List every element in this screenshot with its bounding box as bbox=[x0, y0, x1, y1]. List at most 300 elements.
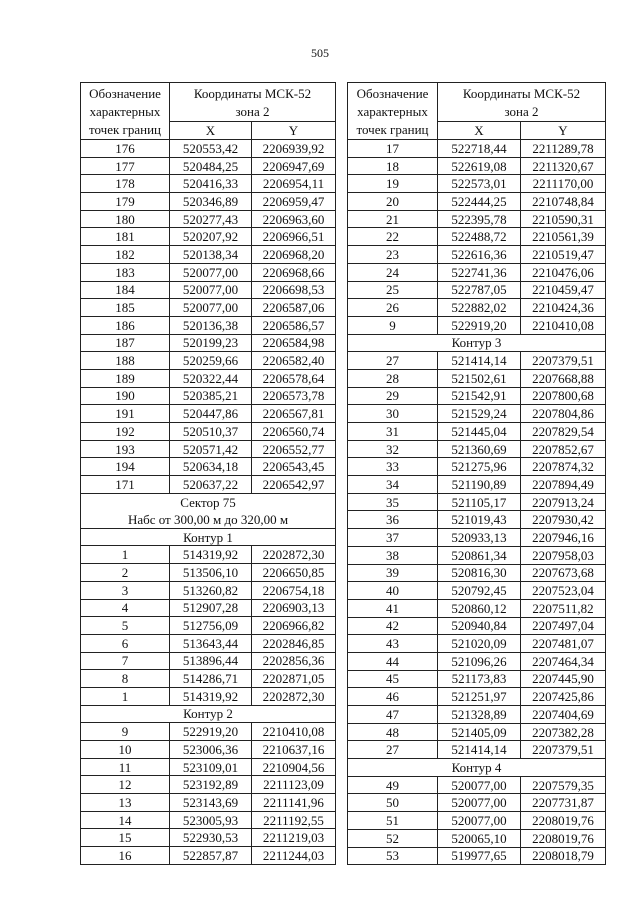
point-number-cell: 194 bbox=[81, 458, 170, 476]
x-coordinate-cell: 521414,14 bbox=[438, 741, 521, 759]
table-row bbox=[348, 228, 606, 246]
point-number-cell: 27 bbox=[348, 352, 438, 370]
header-line: характерных bbox=[357, 104, 428, 119]
x-coordinate-cell: 520199,23 bbox=[170, 334, 252, 352]
y-coordinate-cell: 2207731,87 bbox=[521, 794, 606, 812]
x-coordinate-cell: 520077,00 bbox=[170, 281, 252, 299]
header-line: зона 2 bbox=[235, 104, 270, 119]
point-number-cell: 33 bbox=[348, 458, 438, 476]
y-coordinate-cell: 2206754,18 bbox=[252, 581, 336, 599]
x-coordinate-cell: 520637,22 bbox=[170, 476, 252, 494]
x-coordinate-cell: 521251,97 bbox=[438, 688, 521, 706]
point-number-cell: 52 bbox=[348, 829, 438, 847]
point-number-cell: 178 bbox=[81, 175, 170, 193]
y-coordinate-cell: 2207379,51 bbox=[521, 352, 606, 370]
y-coordinate-cell: 2206560,74 bbox=[252, 423, 336, 441]
table-row bbox=[81, 140, 336, 158]
x-coordinate-cell: 514319,92 bbox=[170, 687, 252, 705]
x-header: X bbox=[438, 122, 521, 140]
y-coordinate-cell: 2206903,13 bbox=[252, 599, 336, 617]
y-coordinate-cell: 2206939,92 bbox=[252, 140, 336, 158]
table-row bbox=[348, 246, 606, 264]
point-number-cell: 12 bbox=[81, 776, 170, 794]
point-number-cell: 48 bbox=[348, 723, 438, 741]
point-number-cell: 29 bbox=[348, 387, 438, 405]
point-number-cell: 176 bbox=[81, 140, 170, 158]
header-line: характерных bbox=[89, 104, 161, 119]
x-coordinate-cell: 520136,38 bbox=[170, 316, 252, 334]
y-coordinate-cell: 2210410,08 bbox=[521, 316, 606, 334]
point-number-cell: 35 bbox=[348, 493, 438, 511]
y-coordinate-cell: 2207511,82 bbox=[521, 599, 606, 617]
y-coordinate-cell: 2211141,96 bbox=[252, 794, 336, 812]
point-number-cell: 11 bbox=[81, 758, 170, 776]
point-number-cell: 184 bbox=[81, 281, 170, 299]
table-row bbox=[81, 193, 336, 211]
point-number-cell: 180 bbox=[81, 210, 170, 228]
contour-row bbox=[81, 528, 336, 546]
x-coordinate-cell: 521502,61 bbox=[438, 369, 521, 387]
table-row bbox=[348, 511, 606, 529]
table-row bbox=[348, 352, 606, 370]
contour-row bbox=[81, 705, 336, 723]
x-coordinate-cell: 520207,92 bbox=[170, 228, 252, 246]
point-number-cell: 19 bbox=[348, 175, 438, 193]
y-coordinate-cell: 2207445,90 bbox=[521, 670, 606, 688]
table-row bbox=[81, 794, 336, 812]
table-row bbox=[81, 157, 336, 175]
table-row bbox=[81, 334, 336, 352]
contour-row bbox=[348, 759, 606, 777]
point-number-cell: 14 bbox=[81, 811, 170, 829]
sector-label bbox=[81, 493, 336, 528]
table-body bbox=[348, 140, 606, 865]
y-coordinate-cell: 2207481,07 bbox=[521, 635, 606, 653]
y-coordinate-cell: 2208018,79 bbox=[521, 847, 606, 865]
y-coordinate-cell: 2206578,64 bbox=[252, 369, 336, 387]
point-number-cell: 31 bbox=[348, 423, 438, 441]
y-coordinate-cell: 2202856,36 bbox=[252, 652, 336, 670]
y-coordinate-cell: 2207946,16 bbox=[521, 529, 606, 547]
x-coordinate-cell: 520322,44 bbox=[170, 369, 252, 387]
table-row bbox=[348, 564, 606, 582]
x-coordinate-cell: 513260,82 bbox=[170, 581, 252, 599]
table-row bbox=[348, 599, 606, 617]
x-header: X bbox=[170, 122, 252, 140]
x-coordinate-cell: 520385,21 bbox=[170, 387, 252, 405]
x-coordinate-cell: 519977,65 bbox=[438, 847, 521, 865]
x-coordinate-cell: 522919,20 bbox=[438, 316, 521, 334]
y-coordinate-cell: 2208019,76 bbox=[521, 812, 606, 830]
y-coordinate-cell: 2206542,97 bbox=[252, 476, 336, 494]
x-coordinate-cell: 522444,25 bbox=[438, 193, 521, 211]
point-number-cell: 191 bbox=[81, 405, 170, 423]
coordinates-header bbox=[170, 83, 336, 122]
table-row bbox=[348, 281, 606, 299]
point-number-cell: 5 bbox=[81, 617, 170, 635]
table-row bbox=[81, 299, 336, 317]
table-row bbox=[81, 175, 336, 193]
x-coordinate-cell: 520484,25 bbox=[170, 157, 252, 175]
y-coordinate-cell: 2211320,67 bbox=[521, 157, 606, 175]
y-coordinate-cell: 2206698,53 bbox=[252, 281, 336, 299]
x-coordinate-cell: 523109,01 bbox=[170, 758, 252, 776]
point-number-cell: 187 bbox=[81, 334, 170, 352]
table-row bbox=[348, 316, 606, 334]
y-coordinate-cell: 2210748,84 bbox=[521, 193, 606, 211]
contour-label: Контур 4 bbox=[348, 759, 606, 777]
point-number-cell: 179 bbox=[81, 193, 170, 211]
y-coordinate-cell: 2206963,60 bbox=[252, 210, 336, 228]
table-row bbox=[348, 847, 606, 865]
table-row bbox=[348, 670, 606, 688]
x-coordinate-cell: 520933,13 bbox=[438, 529, 521, 547]
x-coordinate-cell: 513506,10 bbox=[170, 564, 252, 582]
sector-row bbox=[81, 493, 336, 528]
point-number-cell: 20 bbox=[348, 193, 438, 211]
x-coordinate-cell: 513643,44 bbox=[170, 634, 252, 652]
contour-label: Контур 1 bbox=[81, 528, 336, 546]
y-coordinate-cell: 2207673,68 bbox=[521, 564, 606, 582]
point-number-cell: 189 bbox=[81, 369, 170, 387]
y-coordinate-cell: 2211123,09 bbox=[252, 776, 336, 794]
point-number-cell: 181 bbox=[81, 228, 170, 246]
point-number-cell: 17 bbox=[348, 140, 438, 158]
y-coordinate-cell: 2206584,98 bbox=[252, 334, 336, 352]
point-number-cell: 27 bbox=[348, 741, 438, 759]
point-number-cell: 30 bbox=[348, 405, 438, 423]
table-row bbox=[348, 652, 606, 670]
table-row bbox=[348, 688, 606, 706]
point-number-cell: 16 bbox=[81, 847, 170, 865]
point-number-cell: 24 bbox=[348, 263, 438, 281]
table-row bbox=[81, 316, 336, 334]
point-number-cell: 49 bbox=[348, 776, 438, 794]
y-coordinate-cell: 2207894,49 bbox=[521, 476, 606, 494]
table-row bbox=[81, 741, 336, 759]
table-row bbox=[348, 741, 606, 759]
point-number-cell: 8 bbox=[81, 670, 170, 688]
y-coordinate-cell: 2202872,30 bbox=[252, 546, 336, 564]
point-number-cell: 7 bbox=[81, 652, 170, 670]
y-coordinate-cell: 2206552,77 bbox=[252, 440, 336, 458]
x-coordinate-cell: 520816,30 bbox=[438, 564, 521, 582]
y-coordinate-cell: 2211192,55 bbox=[252, 811, 336, 829]
x-coordinate-cell: 513896,44 bbox=[170, 652, 252, 670]
point-number-cell: 183 bbox=[81, 263, 170, 281]
table-row bbox=[81, 776, 336, 794]
y-coordinate-cell: 2207958,03 bbox=[521, 546, 606, 564]
y-header: Y bbox=[521, 122, 606, 140]
point-number-cell: 188 bbox=[81, 352, 170, 370]
point-number-cell: 3 bbox=[81, 581, 170, 599]
y-coordinate-cell: 2206954,11 bbox=[252, 175, 336, 193]
header-line: Обозначение bbox=[89, 86, 161, 101]
coordinates-table-left bbox=[80, 82, 336, 865]
point-number-cell: 1 bbox=[81, 546, 170, 564]
y-coordinate-cell: 2207913,24 bbox=[521, 493, 606, 511]
y-coordinate-cell: 2202871,05 bbox=[252, 670, 336, 688]
table-row bbox=[348, 210, 606, 228]
x-coordinate-cell: 520138,34 bbox=[170, 246, 252, 264]
header-row bbox=[348, 83, 606, 122]
x-coordinate-cell: 520634,18 bbox=[170, 458, 252, 476]
y-coordinate-cell: 2207382,28 bbox=[521, 723, 606, 741]
table-row bbox=[348, 369, 606, 387]
y-coordinate-cell: 2206966,51 bbox=[252, 228, 336, 246]
y-coordinate-cell: 2210476,06 bbox=[521, 263, 606, 281]
point-number-cell: 193 bbox=[81, 440, 170, 458]
x-coordinate-cell: 521360,69 bbox=[438, 440, 521, 458]
y-coordinate-cell: 2210424,36 bbox=[521, 299, 606, 317]
x-coordinate-cell: 520077,00 bbox=[438, 776, 521, 794]
x-coordinate-cell: 514286,71 bbox=[170, 670, 252, 688]
x-coordinate-cell: 522616,36 bbox=[438, 246, 521, 264]
contour-row bbox=[348, 334, 606, 352]
y-coordinate-cell: 2207852,67 bbox=[521, 440, 606, 458]
table-header bbox=[348, 83, 606, 140]
point-number-cell: 22 bbox=[348, 228, 438, 246]
x-coordinate-cell: 520792,45 bbox=[438, 582, 521, 600]
point-number-cell: 4 bbox=[81, 599, 170, 617]
table-row bbox=[348, 794, 606, 812]
x-coordinate-cell: 520416,33 bbox=[170, 175, 252, 193]
x-coordinate-cell: 522857,87 bbox=[170, 847, 252, 865]
point-number-cell: 171 bbox=[81, 476, 170, 494]
point-number-cell: 37 bbox=[348, 529, 438, 547]
table-row bbox=[81, 847, 336, 865]
y-coordinate-cell: 2206966,82 bbox=[252, 617, 336, 635]
x-coordinate-cell: 520860,12 bbox=[438, 599, 521, 617]
x-coordinate-cell: 520077,00 bbox=[170, 299, 252, 317]
table-row bbox=[81, 246, 336, 264]
table-row bbox=[81, 369, 336, 387]
table-row bbox=[81, 405, 336, 423]
table-row bbox=[81, 599, 336, 617]
x-coordinate-cell: 521105,17 bbox=[438, 493, 521, 511]
y-header: Y bbox=[252, 122, 336, 140]
x-coordinate-cell: 520940,84 bbox=[438, 617, 521, 635]
point-number-cell: 44 bbox=[348, 652, 438, 670]
x-coordinate-cell: 523192,89 bbox=[170, 776, 252, 794]
point-number-cell: 192 bbox=[81, 423, 170, 441]
table-row bbox=[348, 193, 606, 211]
x-coordinate-cell: 521405,09 bbox=[438, 723, 521, 741]
table-row bbox=[348, 812, 606, 830]
point-number-cell: 13 bbox=[81, 794, 170, 812]
point-number-cell: 26 bbox=[348, 299, 438, 317]
table-row bbox=[348, 387, 606, 405]
x-coordinate-cell: 522718,44 bbox=[438, 140, 521, 158]
y-coordinate-cell: 2206968,66 bbox=[252, 263, 336, 281]
point-number-cell: 21 bbox=[348, 210, 438, 228]
y-coordinate-cell: 2207804,86 bbox=[521, 405, 606, 423]
table-row bbox=[348, 458, 606, 476]
x-coordinate-cell: 521328,89 bbox=[438, 706, 521, 724]
y-coordinate-cell: 2207523,04 bbox=[521, 582, 606, 600]
point-number-cell: 45 bbox=[348, 670, 438, 688]
y-coordinate-cell: 2210590,31 bbox=[521, 210, 606, 228]
x-coordinate-cell: 522619,08 bbox=[438, 157, 521, 175]
point-number-cell: 50 bbox=[348, 794, 438, 812]
point-number-cell: 53 bbox=[348, 847, 438, 865]
x-coordinate-cell: 520077,00 bbox=[170, 263, 252, 281]
point-number-cell: 39 bbox=[348, 564, 438, 582]
y-coordinate-cell: 2206959,47 bbox=[252, 193, 336, 211]
table-row bbox=[348, 405, 606, 423]
header-line: Координаты МСК-52 bbox=[462, 86, 581, 101]
x-coordinate-cell: 520861,34 bbox=[438, 546, 521, 564]
table-row bbox=[81, 811, 336, 829]
point-number-cell: 43 bbox=[348, 635, 438, 653]
x-coordinate-cell: 521096,26 bbox=[438, 652, 521, 670]
y-coordinate-cell: 2206543,45 bbox=[252, 458, 336, 476]
x-coordinate-cell: 521275,96 bbox=[438, 458, 521, 476]
y-coordinate-cell: 2210410,08 bbox=[252, 723, 336, 741]
point-number-cell: 1 bbox=[81, 687, 170, 705]
point-number-cell: 42 bbox=[348, 617, 438, 635]
y-coordinate-cell: 2211289,78 bbox=[521, 140, 606, 158]
coordinates-header bbox=[438, 83, 606, 122]
y-coordinate-cell: 2211244,03 bbox=[252, 847, 336, 865]
y-coordinate-cell: 2211170,00 bbox=[521, 175, 606, 193]
x-coordinate-cell: 512756,09 bbox=[170, 617, 252, 635]
header-line: зона 2 bbox=[504, 104, 539, 119]
x-coordinate-cell: 522787,05 bbox=[438, 281, 521, 299]
y-coordinate-cell: 2210904,56 bbox=[252, 758, 336, 776]
x-coordinate-cell: 521414,14 bbox=[438, 352, 521, 370]
y-coordinate-cell: 2207497,04 bbox=[521, 617, 606, 635]
table-row bbox=[348, 423, 606, 441]
y-coordinate-cell: 2207874,32 bbox=[521, 458, 606, 476]
point-number-cell: 18 bbox=[348, 157, 438, 175]
point-number-cell: 32 bbox=[348, 440, 438, 458]
x-coordinate-cell: 522488,72 bbox=[438, 228, 521, 246]
x-coordinate-cell: 521542,91 bbox=[438, 387, 521, 405]
header-row bbox=[81, 83, 336, 122]
y-coordinate-cell: 2206650,85 bbox=[252, 564, 336, 582]
sector-line: Набс от 300,00 м до 320,00 м bbox=[127, 511, 289, 527]
y-coordinate-cell: 2207668,88 bbox=[521, 369, 606, 387]
point-number-cell: 9 bbox=[81, 723, 170, 741]
point-number-cell: 51 bbox=[348, 812, 438, 830]
table-row bbox=[81, 670, 336, 688]
x-coordinate-cell: 512907,28 bbox=[170, 599, 252, 617]
x-coordinate-cell: 521173,83 bbox=[438, 670, 521, 688]
x-coordinate-cell: 520447,86 bbox=[170, 405, 252, 423]
table-row bbox=[348, 493, 606, 511]
contour-label: Контур 2 bbox=[81, 705, 336, 723]
point-number-cell: 36 bbox=[348, 511, 438, 529]
x-coordinate-cell: 521019,43 bbox=[438, 511, 521, 529]
point-number-cell: 185 bbox=[81, 299, 170, 317]
table-row bbox=[348, 829, 606, 847]
x-coordinate-cell: 520346,89 bbox=[170, 193, 252, 211]
y-coordinate-cell: 2210637,16 bbox=[252, 741, 336, 759]
point-number-cell: 23 bbox=[348, 246, 438, 264]
y-coordinate-cell: 2206968,20 bbox=[252, 246, 336, 264]
table-row bbox=[81, 581, 336, 599]
contour-label: Контур 3 bbox=[348, 334, 606, 352]
y-coordinate-cell: 2202846,85 bbox=[252, 634, 336, 652]
table-row bbox=[348, 157, 606, 175]
y-coordinate-cell: 2207404,69 bbox=[521, 706, 606, 724]
y-coordinate-cell: 2206582,40 bbox=[252, 352, 336, 370]
table-body bbox=[81, 140, 336, 865]
point-number-cell: 2 bbox=[81, 564, 170, 582]
table-row bbox=[81, 387, 336, 405]
point-number-cell: 6 bbox=[81, 634, 170, 652]
table-row bbox=[81, 687, 336, 705]
table-row bbox=[348, 476, 606, 494]
point-number-cell: 28 bbox=[348, 369, 438, 387]
y-coordinate-cell: 2207930,42 bbox=[521, 511, 606, 529]
x-coordinate-cell: 520065,10 bbox=[438, 829, 521, 847]
point-number-cell: 186 bbox=[81, 316, 170, 334]
table-row bbox=[81, 210, 336, 228]
x-coordinate-cell: 520077,00 bbox=[438, 794, 521, 812]
x-coordinate-cell: 520571,42 bbox=[170, 440, 252, 458]
sector-line: Сектор 75 bbox=[180, 494, 236, 510]
y-coordinate-cell: 2207464,34 bbox=[521, 652, 606, 670]
table-row bbox=[81, 723, 336, 741]
table-row bbox=[348, 776, 606, 794]
x-coordinate-cell: 522395,78 bbox=[438, 210, 521, 228]
table-row bbox=[348, 440, 606, 458]
point-number-cell: 9 bbox=[348, 316, 438, 334]
point-number-cell: 15 bbox=[81, 829, 170, 847]
table-row bbox=[348, 140, 606, 158]
point-number-cell: 46 bbox=[348, 688, 438, 706]
x-coordinate-cell: 523143,69 bbox=[170, 794, 252, 812]
x-coordinate-cell: 523006,36 bbox=[170, 741, 252, 759]
table-row bbox=[348, 617, 606, 635]
point-number-cell: 40 bbox=[348, 582, 438, 600]
table-row bbox=[348, 529, 606, 547]
x-coordinate-cell: 521445,04 bbox=[438, 423, 521, 441]
y-coordinate-cell: 2207829,54 bbox=[521, 423, 606, 441]
point-designation-header bbox=[348, 83, 438, 140]
point-number-cell: 47 bbox=[348, 706, 438, 724]
y-coordinate-cell: 2210561,39 bbox=[521, 228, 606, 246]
x-coordinate-cell: 521020,09 bbox=[438, 635, 521, 653]
table-header bbox=[81, 83, 336, 140]
y-coordinate-cell: 2211219,03 bbox=[252, 829, 336, 847]
x-coordinate-cell: 522741,36 bbox=[438, 263, 521, 281]
table-row bbox=[81, 652, 336, 670]
y-coordinate-cell: 2206567,81 bbox=[252, 405, 336, 423]
table-row bbox=[81, 263, 336, 281]
x-coordinate-cell: 520259,66 bbox=[170, 352, 252, 370]
table-row bbox=[348, 635, 606, 653]
x-coordinate-cell: 523005,93 bbox=[170, 811, 252, 829]
y-coordinate-cell: 2206587,06 bbox=[252, 299, 336, 317]
table-row bbox=[348, 546, 606, 564]
header-line: точек границ bbox=[88, 122, 162, 137]
point-number-cell: 38 bbox=[348, 546, 438, 564]
x-coordinate-cell: 521529,24 bbox=[438, 405, 521, 423]
page-number: 505 bbox=[311, 46, 329, 60]
coordinates-table-right bbox=[347, 82, 606, 865]
x-coordinate-cell: 521190,89 bbox=[438, 476, 521, 494]
x-coordinate-cell: 514319,92 bbox=[170, 546, 252, 564]
point-number-cell: 41 bbox=[348, 599, 438, 617]
point-designation-header bbox=[81, 83, 170, 140]
y-coordinate-cell: 2206947,69 bbox=[252, 157, 336, 175]
table-row bbox=[81, 634, 336, 652]
table-row bbox=[81, 228, 336, 246]
header-line: Координаты МСК-52 bbox=[193, 86, 312, 101]
